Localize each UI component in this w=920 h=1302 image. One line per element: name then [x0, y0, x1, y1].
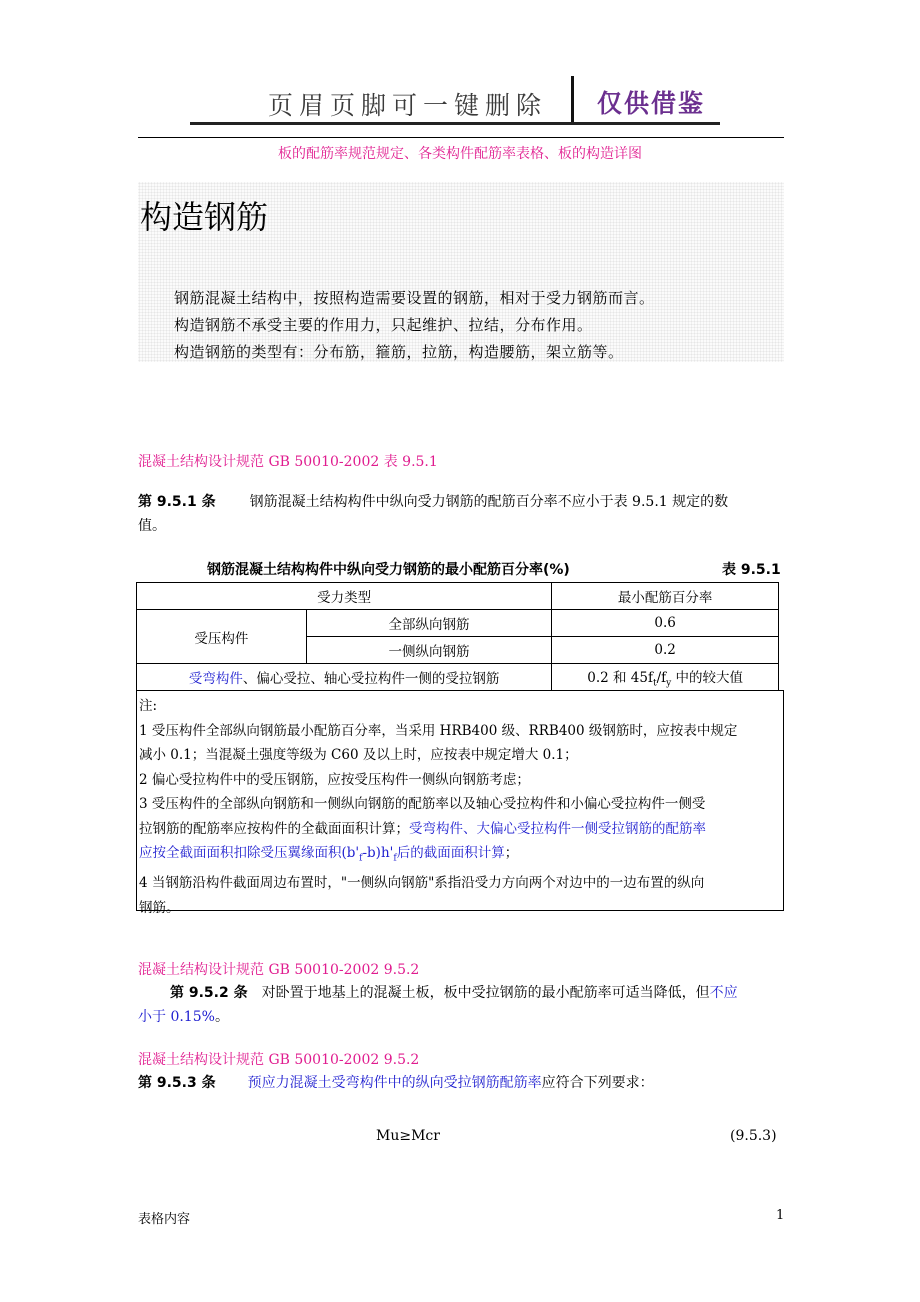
clause-label: 第 9.5.1 条: [138, 494, 216, 510]
code-reference-1: 混凝土结构设计规范 GB 50010-2002 表 9.5.1: [138, 454, 438, 470]
table-row: [137, 664, 779, 691]
notes-heading: 注:: [139, 698, 158, 714]
formula-number: (9.5.3): [730, 1128, 777, 1144]
clause-label: 第 9.5.3 条: [138, 1075, 216, 1091]
clause-link[interactable]: 不应: [709, 985, 738, 1001]
clause-text-cont: 值。: [138, 518, 166, 534]
note-2: 2 偏心受拉构件中的受压钢筋，应按受压构件一侧纵向钢筋考虑；: [139, 771, 530, 788]
note-link[interactable]: 应按全截面面积扣除受压翼缘面积$(b'_f-b)h'_f$后的截面面积计算: [139, 845, 505, 864]
row-value: 0.2: [552, 637, 779, 664]
clause-text: 钢筋混凝土结构构件中纵向受力钢筋的配筋百分率不应小于表 9.5.1 规定的数: [249, 494, 729, 510]
clause-label: 第 9.5.2 条: [170, 985, 248, 1001]
header-cell-type: 受力类型: [137, 583, 552, 610]
intro-line-2: 构造钢筋不承受主要的作用力，只起维护、拉结，分布作用。: [174, 316, 593, 334]
clause-text: 应符合下列要求：: [541, 1075, 654, 1091]
value-part: 0.2 和 45f: [587, 669, 653, 686]
row-flexural-label: [137, 664, 552, 691]
note-4: 4 当钢筋沿构件截面周边布置时，"一侧纵向钢筋"系指沿受力方向两个对边中的一边布置的纵向: [139, 875, 705, 892]
header-watermark-badge: 仅供借鉴: [597, 89, 706, 118]
note-text: 拉钢筋的配筋率应按构件的全截面面积计算；: [139, 820, 409, 837]
row-sub-label: 一侧纵向钢筋: [306, 637, 552, 664]
footer-label: 表格内容: [138, 1212, 191, 1227]
clause-text: 对卧置于地基上的混凝土板，板中受拉钢筋的最小配筋率可适当降低，但: [261, 985, 710, 1001]
reinforcement-ratio-table: [136, 582, 779, 691]
row-label-rest: 、偏心受拉、轴心受拉构件一侧的受拉钢筋: [242, 671, 500, 687]
note-1: 1 受压构件全部纵向钢筋最小配筋百分率，当采用 HRB400 级、RRB400 级钢筋时，应按表中规定: [139, 722, 738, 739]
header-watermark-text: 页眉页脚可一键删除: [268, 91, 548, 120]
table-header-row: [137, 583, 779, 610]
header-banner-underline: [190, 122, 720, 125]
clause-text-end: 。: [214, 1009, 229, 1025]
formula: Mu≥Mcr: [376, 1128, 440, 1144]
clause-9-5-1: [138, 490, 784, 538]
table-caption: 钢筋混凝土结构构件中纵向受力钢筋的最小配筋百分率(%): [207, 562, 570, 578]
page-title: 构造钢筋: [140, 198, 269, 236]
page-number: 1: [776, 1208, 785, 1223]
header-divider: [571, 76, 574, 122]
row-value: 0.6: [552, 610, 779, 637]
table-row: [137, 610, 779, 637]
value-part: /f: [656, 669, 667, 686]
row-group-compression: 受压构件: [137, 610, 307, 664]
note-link[interactable]: 受弯构件、大偏心受拉构件一侧受拉钢筋的配筋率: [409, 820, 706, 837]
table-number: 表 9.5.1: [722, 562, 781, 578]
header-rule: [138, 137, 784, 138]
intro-line-3: 构造钢筋的类型有：分布筋，箍筋，拉筋，构造腰筋，架立筋等。: [174, 343, 624, 361]
clause-link[interactable]: 预应力混凝土受弯构件中的纵向受拉钢筋配筋率: [247, 1075, 542, 1091]
value-sub: t: [652, 678, 657, 689]
note-3: 3 受压构件的全部纵向钢筋和一侧纵向钢筋的配筋率以及轴心受拉构件和小偏心受拉构件一侧受: [139, 796, 706, 812]
value-part: 中的较大值: [671, 669, 744, 686]
row-sub-label: 全部纵向钢筋: [306, 610, 552, 637]
table-notes: [136, 690, 784, 916]
note-1-cont: 减小 0.1；当混凝土强度等级为 C60 及以上时，应按表中规定增大 0.1；: [139, 747, 578, 763]
flexural-member-link[interactable]: 受弯构件: [188, 671, 243, 687]
intro-line-1: 钢筋混凝土结构中，按照构造需要设置的钢筋，相对于受力钢筋而言。: [174, 289, 655, 307]
value-sub: y: [666, 678, 672, 689]
document-subtitle: 板的配筋率规范规定、各类构件配筋率表格、板的构造详图: [278, 146, 642, 162]
note-3-cont: [139, 817, 783, 842]
note-4-cont: 钢筋。: [139, 899, 180, 916]
row-value: [552, 664, 779, 691]
code-reference-3: 混凝土结构设计规范 GB 50010-2002 9.5.2: [138, 1052, 420, 1068]
clause-link-cont[interactable]: 小于 0.15%: [138, 1009, 215, 1025]
header-cell-ratio: 最小配筋百分率: [552, 583, 779, 610]
clause-9-5-3: [138, 1071, 788, 1095]
note-3-cont2: [139, 841, 783, 871]
code-reference-2: 混凝土结构设计规范 GB 50010-2002 9.5.2: [138, 962, 420, 978]
note-text: ；: [504, 845, 519, 861]
clause-9-5-2: [138, 981, 788, 1029]
